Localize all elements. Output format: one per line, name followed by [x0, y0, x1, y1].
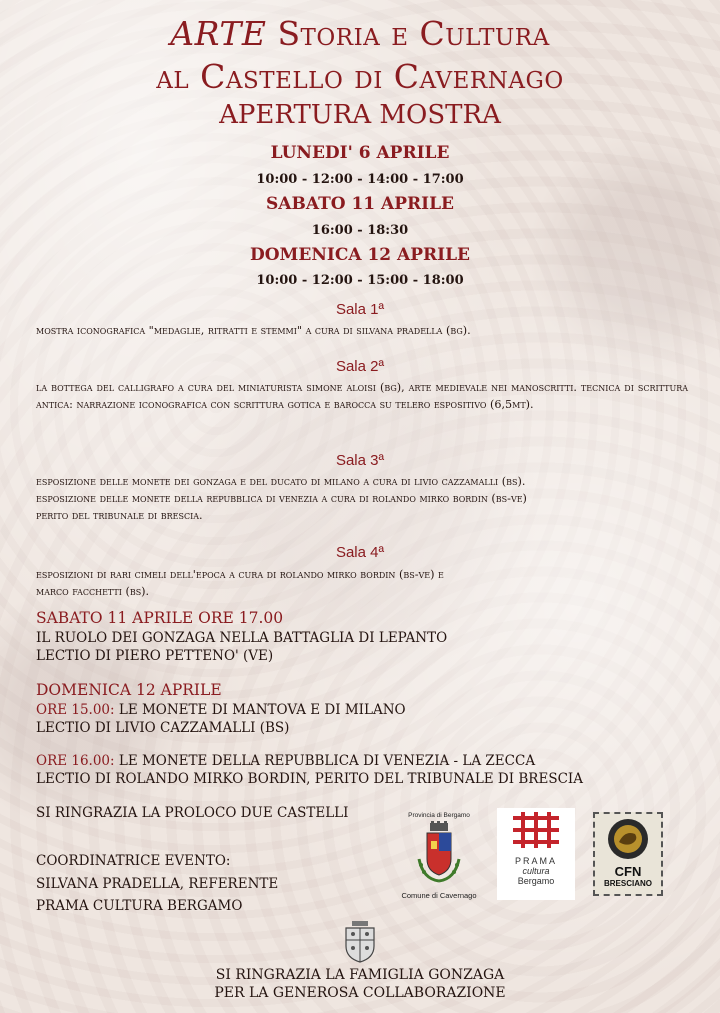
sala-4-text [36, 566, 688, 600]
title-line-2: al Castello di Cavernago [156, 57, 564, 96]
title-apertura: APERTURA MOSTRA [219, 100, 501, 130]
sala-4-title: Sala 4ª [335, 544, 385, 561]
schedule-hours-1: 10:00 - 12:00 - 14:00 - 17:00 [256, 172, 464, 187]
sala-3-text [36, 473, 688, 524]
sala-2-title: Sala 2ª [335, 358, 385, 375]
coordinator-line-2: PRAMA CULTURA BERGAMO [36, 898, 243, 914]
event-sunday-heading: DOMENICA 12 APRILE [36, 681, 222, 699]
footer-line-2: PER LA GENEROSA COLLABORAZIONE [214, 985, 506, 1001]
schedule-day-1: LUNEDI' 6 APRILE [270, 143, 450, 163]
gonzaga-crest [340, 918, 380, 964]
sala-1-text: mostra iconografica "medaglie, ritratti e stemmi" a cura di silvana pradella (bg). [36, 324, 471, 337]
cfn-logo [593, 812, 663, 896]
prama-bergamo: Bergamo [517, 876, 555, 886]
sala-3-line-3: perito del tribunale di brescia. [36, 509, 203, 522]
prama-logo [497, 808, 575, 900]
event-sunday-2-lectio: LECTIO DI ROLANDO MIRKO BORDIN, PERITO DEL TRIBUNALE DI BRESCIA [36, 771, 583, 787]
cfn-bresciano: BRESCIANO [603, 879, 652, 888]
comune-name-text: Comune di Cavernago [401, 891, 477, 900]
comune-province-text: Provincia di Bergamo [408, 812, 470, 819]
event-saturday-lectio: LECTIO DI PIERO PETTENO' (VE) [36, 648, 274, 664]
coat-of-arms-icon [393, 819, 485, 887]
comune-logo [393, 810, 485, 906]
title-arte: ARTE [170, 14, 267, 53]
event-sunday-1-time: ORE 15.00: [36, 702, 115, 718]
sala-3-line-2: esposizione delle monete della repubblica di venezia a cura di rolando mirko bordin (bs-ve) [36, 492, 527, 505]
event-saturday-title: IL RUOLO DEI GONZAGA NELLA BATTAGLIA DI LEPANTO [36, 630, 448, 646]
coin-seal-icon [595, 814, 661, 862]
schedule-hours-2: 16:00 - 18:30 [311, 223, 409, 238]
title-storia-cultura: Storia e Cultura [277, 14, 550, 53]
event-saturday-heading: SABATO 11 APRILE ORE 17.00 [36, 609, 284, 627]
sala-4-line-1: esposizioni di rari cimeli dell'epoca a cura di rolando mirko bordin (bs-ve) e [36, 568, 444, 581]
sala-1-title: Sala 1ª [335, 301, 385, 318]
event-sunday-2-text: LE MONETE DELLA REPUBBLICA DI VENEZIA - LA ZECCA [114, 753, 536, 769]
sala-4-line-2: marco facchetti (bs). [36, 585, 150, 598]
prama-mark-icon [497, 808, 575, 852]
schedule-hours-3: 10:00 - 12:00 - 15:00 - 18:00 [256, 273, 464, 288]
schedule-day-2: SABATO 11 APRILE [265, 194, 454, 214]
schedule-day-3: DOMENICA 12 APRILE [250, 245, 470, 265]
event-sunday-2 [36, 752, 535, 770]
coordinator-label: COORDINATRICE EVENTO: [36, 853, 231, 869]
prama-word: PRAMA [514, 856, 557, 866]
footer-line-1: SI RINGRAZIA LA FAMIGLIA GONZAGA [215, 967, 505, 983]
event-sunday-1 [36, 701, 406, 719]
thanks-proloco: SI RINGRAZIA LA PROLOCO DUE CASTELLI [36, 805, 349, 821]
prama-cultura: cultura [522, 866, 550, 876]
crest-icon [340, 918, 380, 964]
sala-3-title: Sala 3ª [335, 452, 385, 469]
title-line-1 [0, 14, 720, 53]
sala-2-text: la bottega del calligrafo a cura del miniaturista simone aloisi (bg), arte medievale nei manoscritti. tecnica di scrittura antica: narrazione iconografica con scrittura gotica e barocca su telero espositivo (6,5mt). [36, 381, 688, 411]
event-sunday-2-time: ORE 16.00: [36, 753, 115, 769]
cfn-acronym: CFN [614, 864, 642, 879]
coordinator-line-1: SILVANA PRADELLA, REFERENTE [36, 876, 279, 892]
event-sunday-1-text: LE MONETE DI MANTOVA E DI MILANO [114, 702, 406, 718]
sala-3-line-1: esposizione delle monete dei gonzaga e del ducato di milano a cura di livio cazzamalli (bs). [36, 475, 526, 488]
event-sunday-1-lectio: LECTIO DI LIVIO CAZZAMALLI (BS) [36, 720, 290, 736]
